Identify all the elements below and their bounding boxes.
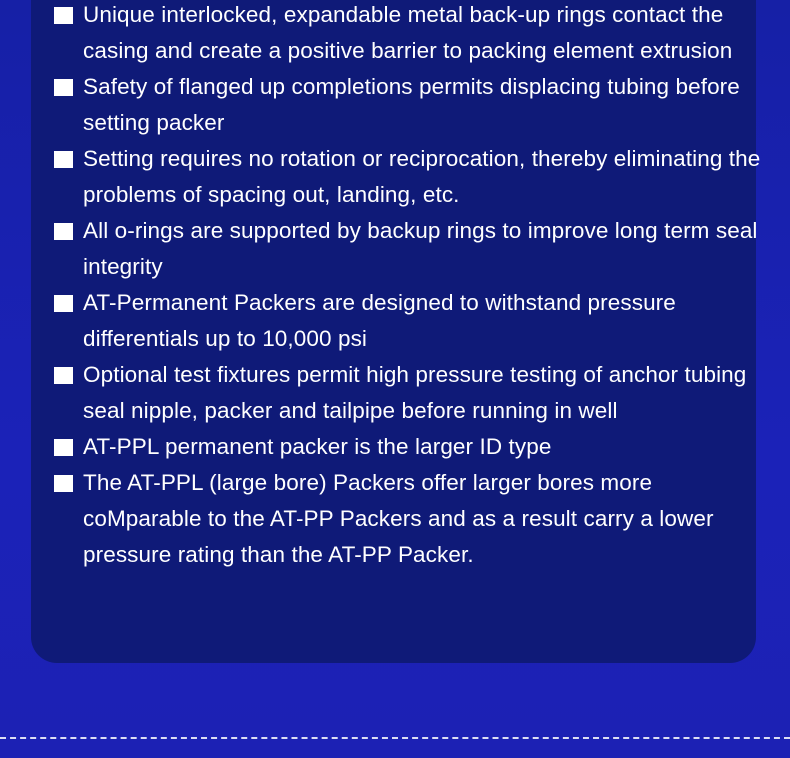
list-item [54,69,764,141]
list-item-text: AT-PPL permanent packer is the larger ID type [83,434,552,459]
list-item-text: Setting requires no rotation or reciprocation, thereby eliminating the problems of spacing out, landing, etc. [83,146,761,207]
square-bullet-icon [54,367,73,384]
list-item [54,429,764,465]
list-item-text: Optional test fixtures permit high pressure testing of anchor tubing seal nipple, packer and tailpipe before running in well [83,362,747,423]
list-item [54,465,764,573]
list-item-text: All o-rings are supported by backup rings to improve long term seal integrity [83,218,758,279]
square-bullet-icon [54,475,73,492]
square-bullet-icon [54,7,73,24]
dashed-divider [0,737,790,739]
square-bullet-icon [54,295,73,312]
square-bullet-icon [54,223,73,240]
square-bullet-icon [54,439,73,456]
list-item [54,213,764,285]
square-bullet-icon [54,151,73,168]
list-item-text: Safety of flanged up completions permits displacing tubing before setting packer [83,74,740,135]
list-item [54,285,764,357]
list-item-text: Unique interlocked, expandable metal back-up rings contact the casing and create a positive barrier to packing element extrusion [83,2,733,63]
list-item-text: The AT-PPL (large bore) Packers offer larger bores more coMparable to the AT-PP Packers and as a result carry a lower pressure rating than the AT-PP Packer. [83,470,714,567]
feature-list [54,0,764,573]
square-bullet-icon [54,79,73,96]
list-item [54,141,764,213]
list-item [54,357,764,429]
list-item-text: AT-Permanent Packers are designed to withstand pressure differentials up to 10,000 psi [83,290,676,351]
list-item [54,0,764,69]
